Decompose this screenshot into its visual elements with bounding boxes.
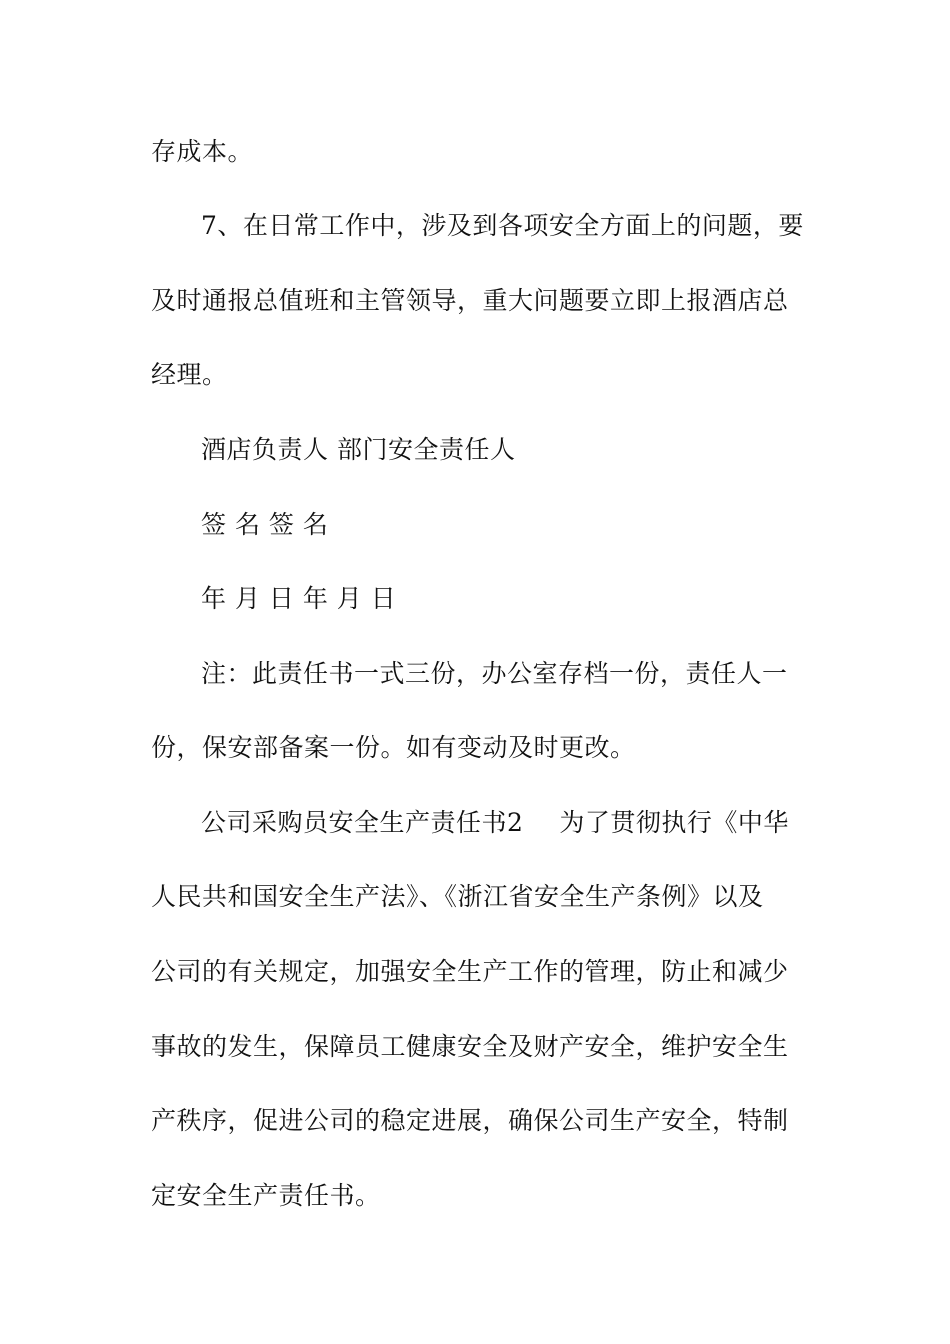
text-line-15: 定安全生产责任书。 [151,1181,381,1210]
text-line-14: 产秩序，促进公司的稳定进展，确保公司生产安全，特制 [151,1106,789,1135]
signature-names: 签 名 签 名 [201,510,329,539]
text-line-13: 事故的发生，保障员工健康安全及财产安全，维护安全生 [151,1032,789,1061]
signature-dates: 年 月 日 年 月 日 [201,584,397,613]
text-line-11: 人民共和国安全生产法》、《浙江省安全生产条例》以及 [151,882,764,911]
signature-roles: 酒店负责人 部门安全责任人 [201,435,516,464]
note-line-2: 份，保安部备案一份。如有变动及时更改。 [151,733,636,762]
text-line-3: 及时通报总值班和主管领导，重大问题要立即上报酒店总 [151,286,789,315]
note-line-1: 注：此责任书一式三份，办公室存档一份，责任人一 [201,659,788,688]
section-heading-line [201,807,881,839]
section-title: 公司采购员安全生产责任书2 [201,808,524,837]
text-line-1: 存成本。 [151,137,254,166]
text-line-2: 7、在日常工作中，涉及到各项安全方面上的问题，要 [201,211,804,240]
text-line-12: 公司的有关规定，加强安全生产工作的管理，防止和减少 [151,957,789,986]
section-intro-start: 为了贯彻执行《中华 [559,808,789,837]
text-line-4: 经理。 [151,360,228,389]
